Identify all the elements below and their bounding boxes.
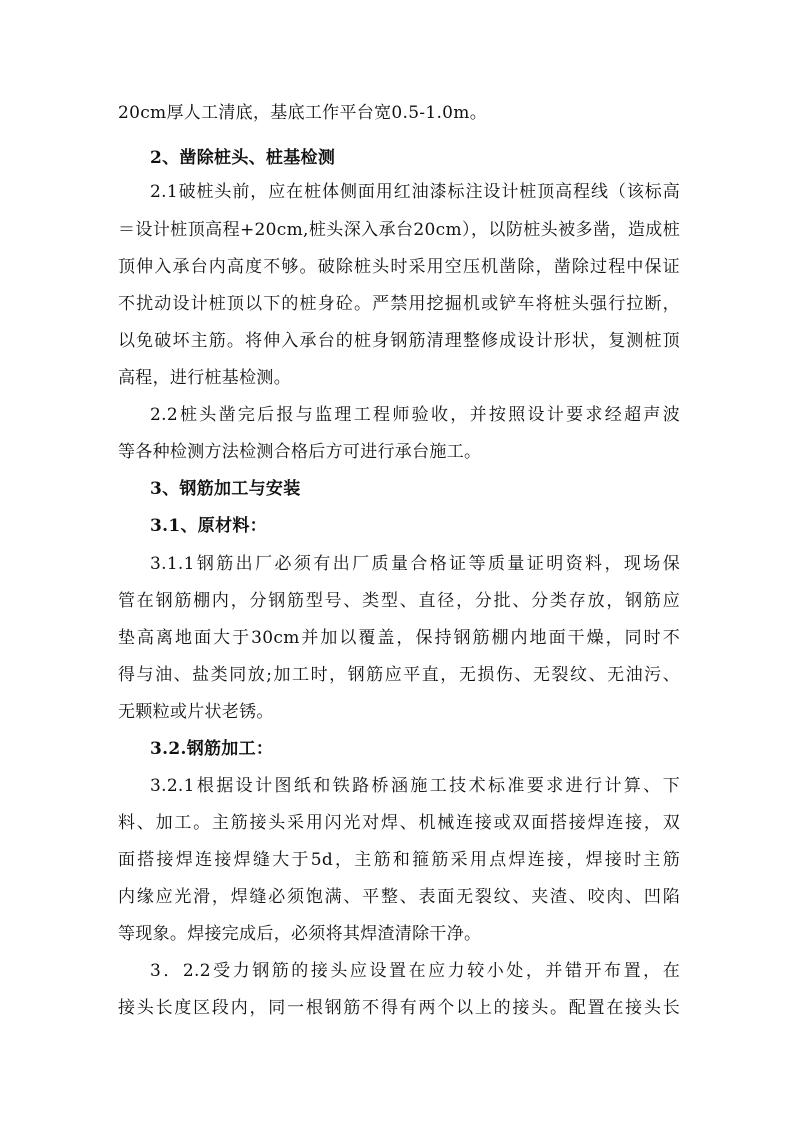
text-line: 3.2.1根据设计图纸和铁路桥涵施工技术标准要求进行计算、下 <box>150 776 680 796</box>
text-line: 高程，进行桩基检测。 <box>118 368 291 388</box>
text-line: 2.1破桩头前，应在桩体侧面用红油漆标注设计桩顶高程线（该标高 <box>150 182 680 202</box>
text-line: 面搭接焊连接焊缝大于5d，主筋和箍筋采用点焊连接，焊接时主筋 <box>118 850 680 870</box>
text-line: 以免破坏主筋。将伸入承台的桩身钢筋清理整修成设计形状，复测桩顶 <box>118 331 680 351</box>
text-line: 接头长度区段内，同一根钢筋不得有两个以上的接头。配置在接头长 <box>118 998 680 1018</box>
text-line: 等现象。焊接完成后，必须将其焊渣清除干净。 <box>118 924 482 944</box>
text-line: 不扰动设计桩顶以下的桩身砼。严禁用挖掘机或铲车将桩头强行拉断， <box>118 294 680 314</box>
text-line: 3．2.2受力钢筋的接头应设置在应力较小处，并错开布置，在 <box>150 961 680 981</box>
text-line: 内缘应光滑，焊缝必须饱满、平整、表面无裂纹、夹渣、咬肉、凹陷 <box>118 887 680 907</box>
text-line: 管在钢筋棚内，分钢筋型号、类型、直径，分批、分类存放，钢筋应 <box>118 591 680 611</box>
text-line: 20cm厚人工清底，基底工作平台宽0.5-1.0m。 <box>118 103 488 123</box>
text-line: 顶伸入承台内高度不够。破除桩头时采用空压机凿除，凿除过程中保证 <box>118 257 680 277</box>
section-heading: 3.1、原材料： <box>150 516 267 536</box>
text-line: ＝设计桩顶高程+20cm,桩头深入承台20cm），以防桩头被多凿，造成桩 <box>118 220 680 240</box>
section-heading: 3.2.钢筋加工： <box>150 739 274 759</box>
text-line: 2.2桩头凿完后报与监理工程师验收，并按照设计要求经超声波 <box>150 405 680 425</box>
text-line: 无颗粒或片状老锈。 <box>118 702 274 722</box>
text-line: 垫高离地面大于30cm并加以覆盖，保持钢筋棚内地面干燥，同时不 <box>118 628 680 648</box>
section-heading: 3、钢筋加工与安装 <box>150 479 301 499</box>
section-heading: 2、凿除桩头、桩基检测 <box>150 148 336 168</box>
text-line: 料、加工。主筋接头采用闪光对焊、机械连接或双面搭接焊连接，双 <box>118 813 680 833</box>
text-line: 3.1.1钢筋出厂必须有出厂质量合格证等质量证明资料，现场保 <box>150 554 680 574</box>
text-line: 得与油、盐类同放;加工时，钢筋应平直，无损伤、无裂纹、无油污、 <box>118 665 680 685</box>
text-line: 等各种检测方法检测合格后方可进行承台施工。 <box>118 442 482 462</box>
